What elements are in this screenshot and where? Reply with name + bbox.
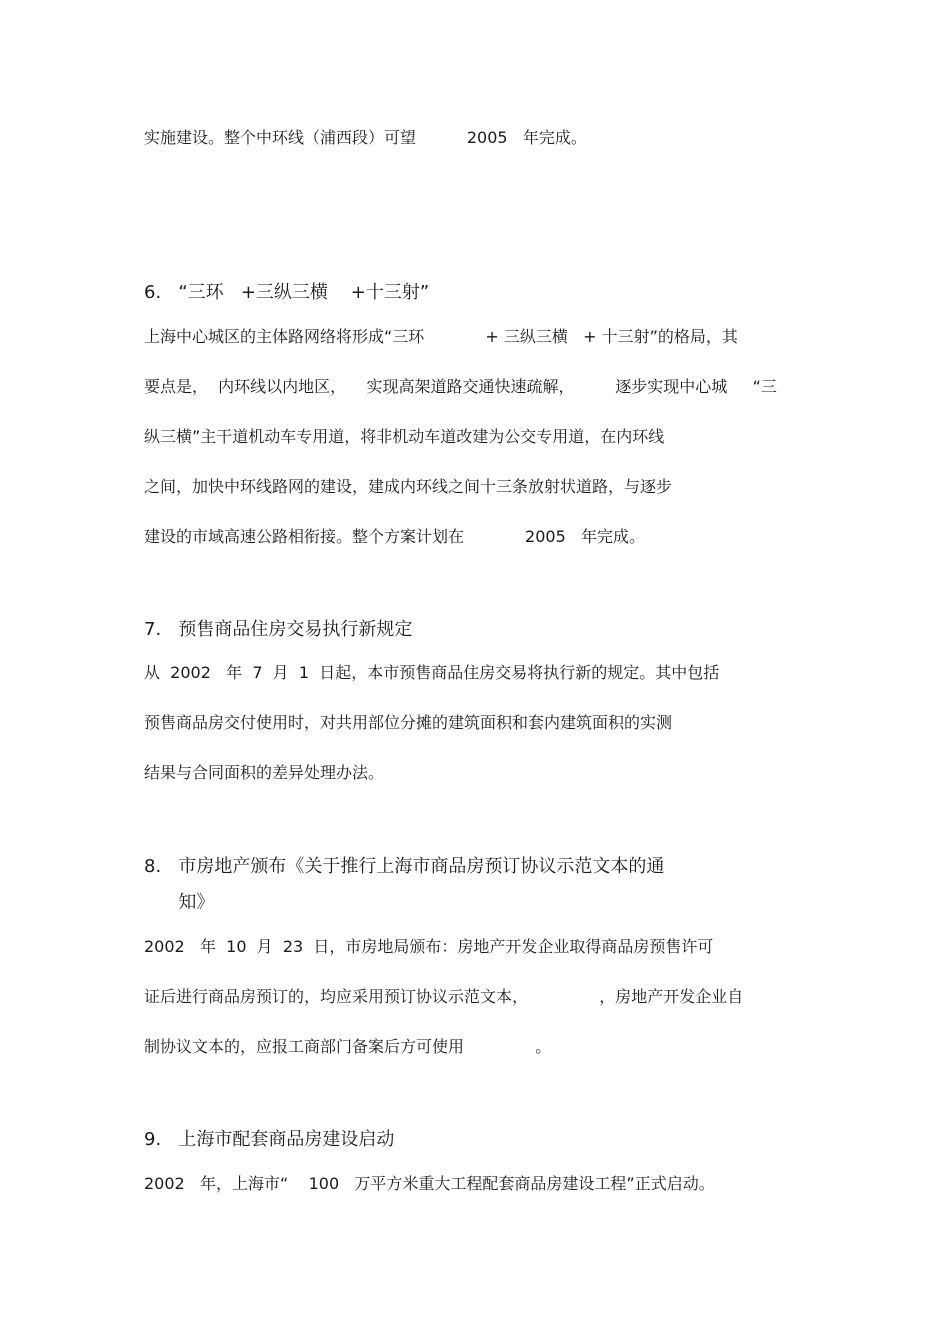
paragraph-line: 2002 年，上海市“ 100 万平方米重大工程配套商品房建设工程”正式启动。: [144, 1174, 715, 1193]
section-heading-continued: 知》: [144, 892, 215, 913]
paragraph-line: 从 2002 年 7 月 1 日起，本市预售商品住房交易将执行新的规定。其中包括: [144, 663, 720, 682]
paragraph-line: 实施建设。整个中环线（浦西段）可望 2005 年完成。: [144, 128, 587, 147]
paragraph-line: 证后进行商品房预订的，均应采用预订协议示范文本， ，房地产开发企业自: [144, 987, 744, 1006]
paragraph-line: 上海中心城区的主体路网络将形成“三环 + 三纵三横 + 十三射”的格局，其: [144, 327, 738, 346]
paragraph-line: 要点是， 内环线以内地区， 实现高架道路交通快速疏解， 逐步实现中心城 “三: [144, 377, 777, 396]
paragraph-line: 预售商品房交付使用时，对共用部位分摊的建筑面积和套内建筑面积的实测: [144, 713, 673, 732]
paragraph-line: 2002 年 10 月 23 日，市房地局颁布：房地产开发企业取得商品房预售许可: [144, 937, 714, 956]
section-heading: 7. 预售商品住房交易执行新规定: [144, 619, 413, 640]
paragraph-line: 制协议文本的，应报工商部门备案后方可使用 。: [144, 1037, 552, 1056]
paragraph-line: 建设的市域高速公路相衔接。整个方案计划在 2005 年完成。: [144, 527, 646, 546]
paragraph-line: 纵三横”主干道机动车专用道，将非机动车道改建为公交专用道，在内环线: [144, 427, 665, 446]
section-heading: 9. 上海市配套商品房建设启动: [144, 1129, 395, 1150]
section-heading: 8. 市房地产颁布《关于推行上海市商品房预订协议示范文本的通: [144, 856, 665, 877]
section-heading: 6. “三环 +三纵三横 +十三射”: [144, 282, 430, 303]
paragraph-line: 之间，加快中环线路网的建设，建成内环线之间十三条放射状道路，与逐步: [144, 477, 673, 496]
paragraph-line: 结果与合同面积的差异处理办法。: [144, 763, 385, 782]
